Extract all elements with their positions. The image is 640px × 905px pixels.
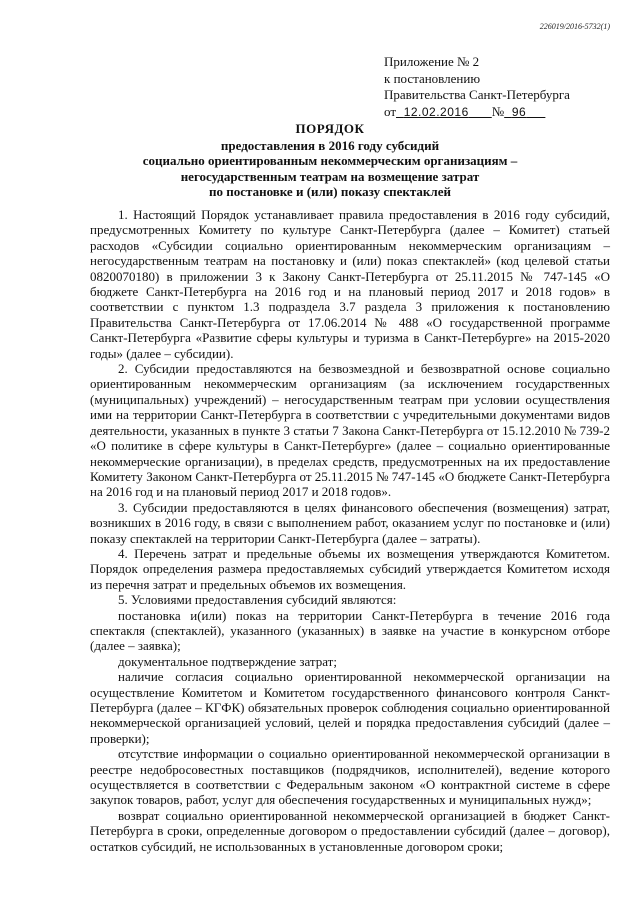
date-prefix: от: [384, 103, 397, 119]
resolution-number: 96: [511, 104, 527, 119]
paragraph-3: 3. Субсидии предоставляются в целях финансового обеспечения (возмещения) затрат, возникших в 2016 году, в связи с выполнением работ, оказанием услуг по постановке и (или) показу спектаклей на территории Санкт-Петербурга (далее – затраты).: [90, 499, 610, 546]
document-title: [60, 121, 600, 200]
appendix-resolution: к постановлению: [384, 70, 481, 86]
condition-2: документальное подтверждение затрат;: [118, 653, 337, 669]
title-main: ПОРЯДОК: [295, 121, 365, 136]
title-line-4: по постановке и (или) показу спектаклей: [209, 184, 451, 199]
paragraph-2: 2. Субсидии предоставляются на безвозмездной и безвозвратной основе социально ориентированным некоммерческим организациям (за исключением государственных (муниципальных) учреждений) – негосударственным театрам при условии осуществления ими на территории Санкт-Петербурга в соответствии с учредительными документами видов деятельности, указанных в пункте 3 статьи 7 Закона Санкт-Петербурга от 15.12.2010 № 739-2 «О политике в сфере культуры в Санкт-Петербурге» (далее – социально ориентированные некоммерческие организации), в пределах средств, предусмотренных на их предоставление Комитету Законом Санкт-Петербурга от 25.11.2015 № 747-145 «О бюджете Санкт-Петербурга на 2016 год и на плановый период 2017 и 2018 годов».: [90, 361, 610, 500]
paragraph-5: 5. Условиями предоставления субсидий являются:: [118, 592, 397, 608]
appendix-title: Приложение № 2: [384, 54, 480, 69]
condition-3: наличие согласия социально ориентированной некоммерческой организации на осуществление Комитетом и Комитетом государственного финансового контроля Санкт-Петербурга (далее – КГФК) обязательных проверок соблюдения социально ориентированной некоммерческой организацией условий, целей и порядка предоставления субсидий (далее – проверки);: [90, 669, 610, 746]
title-line-3: негосударственным театрам на возмещение затрат: [180, 168, 480, 184]
paragraph-1: 1. Настоящий Порядок устанавливает правила предоставления в 2016 году субсидий, предусмотренных Комитету по культуре Санкт-Петербурга (далее – Комитет) статьей расходов «Субсидии социально ориентированным некоммерческим организациям – негосударственным театрам на постановку и (или) показ спектаклей» (код целевой статьи 0820070180) в приложении 3 к Закону Санкт-Петербурга от 25.11.2015 № 747-145 «О бюджете Санкт-Петербурга на 2016 год и на плановый период 2017 и 2018 годов» в соответствии с пунктом 1.3 подраздела 3.7 раздела 3 приложения к постановлению Правительства Санкт-Петербурга от 17.06.2014 № 488 «О государственной программе Санкт-Петербурга «Развитие сферы культуры и туризма в Санкт-Петербурге» на 2015-2020 годы» (далее – субсидии).: [90, 207, 610, 361]
resolution-date: 12.02.2016: [403, 104, 469, 119]
appendix-government: Правительства Санкт-Петербурга: [384, 87, 570, 102]
title-line-1: предоставления в 2016 году субсидий: [220, 137, 440, 153]
condition-4: отсутствие информации о социально ориентированной некоммерческой организации в реестре недобросовестных поставщиков (подрядчиков, исполнителей), ведение которого осуществляется в соответствии с Федеральным законом «О контрактной системе в сфере закупок товаров, работ, услуг для обеспечения государственных и муниципальных нужд»;: [90, 746, 610, 808]
condition-5: возврат социально ориентированной некоммерческой организацией в бюджет Санкт-Петербурга в сроки, определенные договором о предоставлении субсидий (далее – договор), остатков субсидий, не использованных в установленные договором сроки;: [90, 807, 610, 854]
document-body: [90, 207, 610, 854]
number-prefix: №: [491, 103, 505, 119]
document-id: 226019/2016-5732(1): [539, 22, 610, 31]
condition-1: постановка и(или) показ на территории Санкт-Петербурга в течение 2016 года спектакля (спектаклей), указанного (указанных) в заявке на участие в конкурсном отборе (далее – заявка);: [90, 607, 610, 654]
appendix-header: [384, 54, 614, 120]
paragraph-4: 4. Перечень затрат и предельные объемы их возмещения утверждаются Комитетом. Порядок определения размера предоставляемых субсидий утверждается Комитетом исходя из перечня затрат и предельных объемов их возмещения.: [90, 545, 610, 592]
appendix-date-line: [384, 104, 614, 121]
title-line-2: социально ориентированным некоммерческим организациям –: [142, 153, 518, 168]
